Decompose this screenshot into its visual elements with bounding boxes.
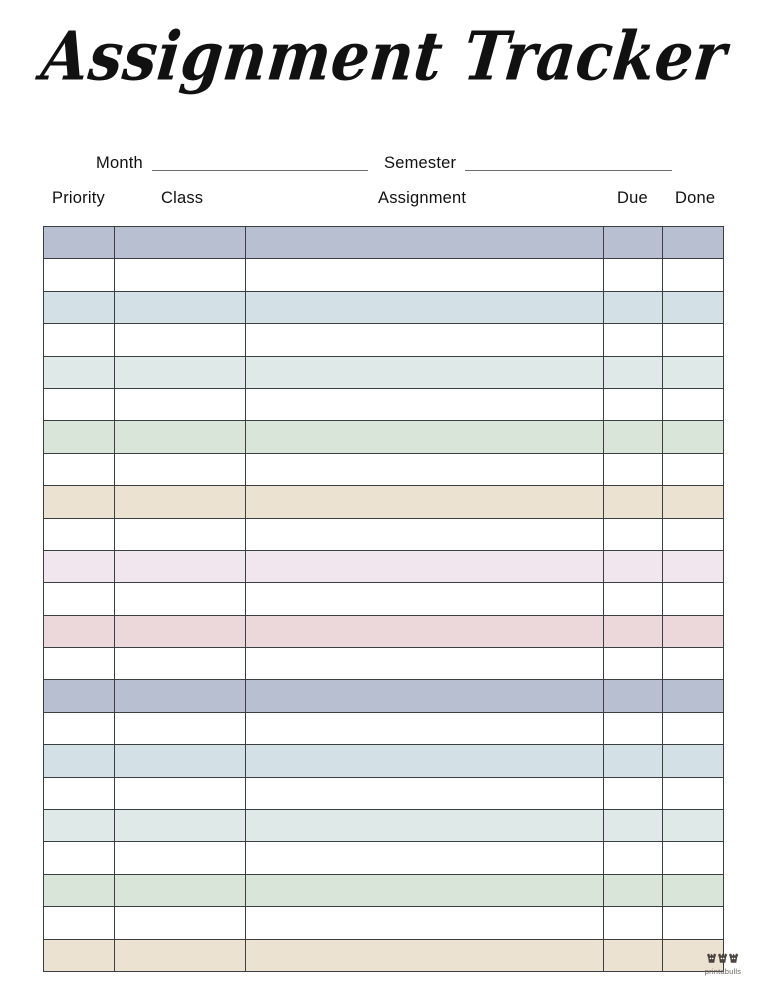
cell-done[interactable]	[663, 421, 724, 453]
cell-assignment[interactable]	[246, 388, 604, 420]
cell-done[interactable]	[663, 550, 724, 582]
month-field-label: Month	[96, 154, 143, 172]
semester-field-group	[384, 148, 672, 174]
table-row	[44, 842, 724, 874]
tracker-table-body	[44, 227, 724, 972]
cell-due[interactable]	[604, 486, 663, 518]
cell-done[interactable]	[663, 583, 724, 615]
cell-assignment[interactable]	[246, 421, 604, 453]
cell-done[interactable]	[663, 453, 724, 485]
cell-priority[interactable]	[44, 939, 115, 971]
cell-class[interactable]	[115, 356, 246, 388]
cell-priority[interactable]	[44, 615, 115, 647]
cell-priority[interactable]	[44, 421, 115, 453]
cell-assignment[interactable]	[246, 486, 604, 518]
cell-done[interactable]	[663, 388, 724, 420]
cell-class[interactable]	[115, 453, 246, 485]
table-row	[44, 421, 724, 453]
table-row	[44, 324, 724, 356]
cell-assignment[interactable]	[246, 615, 604, 647]
cell-assignment[interactable]	[246, 939, 604, 971]
cell-done[interactable]	[663, 648, 724, 680]
cell-due[interactable]	[604, 259, 663, 291]
table-row	[44, 259, 724, 291]
cell-class[interactable]	[115, 615, 246, 647]
column-header-priority: Priority	[52, 189, 105, 207]
cell-class[interactable]	[115, 939, 246, 971]
cell-assignment[interactable]	[246, 453, 604, 485]
cell-due[interactable]	[604, 356, 663, 388]
table-row	[44, 874, 724, 906]
table-row	[44, 583, 724, 615]
cell-done[interactable]	[663, 810, 724, 842]
table-row	[44, 615, 724, 647]
cell-done[interactable]	[663, 486, 724, 518]
cell-done[interactable]	[663, 518, 724, 550]
cell-priority[interactable]	[44, 550, 115, 582]
cell-class[interactable]	[115, 259, 246, 291]
cell-done[interactable]	[663, 745, 724, 777]
cell-done[interactable]	[663, 227, 724, 259]
cell-assignment[interactable]	[246, 745, 604, 777]
column-header-done: Done	[675, 189, 716, 207]
cell-priority[interactable]	[44, 680, 115, 712]
cell-assignment[interactable]	[246, 874, 604, 906]
cell-priority[interactable]	[44, 810, 115, 842]
table-row	[44, 356, 724, 388]
cell-due[interactable]	[604, 810, 663, 842]
header-fields	[96, 148, 672, 174]
cell-assignment[interactable]	[246, 550, 604, 582]
cell-done[interactable]	[663, 907, 724, 939]
cell-class[interactable]	[115, 810, 246, 842]
cell-due[interactable]	[604, 712, 663, 744]
cell-priority[interactable]	[44, 356, 115, 388]
table-row	[44, 388, 724, 420]
cell-due[interactable]	[604, 680, 663, 712]
cell-assignment[interactable]	[246, 712, 604, 744]
cell-due[interactable]	[604, 324, 663, 356]
cell-due[interactable]	[604, 227, 663, 259]
cell-assignment[interactable]	[246, 259, 604, 291]
table-row	[44, 227, 724, 259]
cell-class[interactable]	[115, 388, 246, 420]
cell-due[interactable]	[604, 648, 663, 680]
cell-assignment[interactable]	[246, 810, 604, 842]
cell-due[interactable]	[604, 291, 663, 323]
table-row	[44, 810, 724, 842]
cell-priority[interactable]	[44, 486, 115, 518]
cell-class[interactable]	[115, 842, 246, 874]
cell-priority[interactable]	[44, 518, 115, 550]
cell-class[interactable]	[115, 745, 246, 777]
cell-class[interactable]	[115, 227, 246, 259]
semester-field-label: Semester	[384, 154, 457, 172]
cell-due[interactable]	[604, 583, 663, 615]
cell-priority[interactable]	[44, 583, 115, 615]
cell-due[interactable]	[604, 550, 663, 582]
cell-done[interactable]	[663, 324, 724, 356]
cell-assignment[interactable]	[246, 583, 604, 615]
cell-priority[interactable]	[44, 842, 115, 874]
page-title-container	[0, 17, 768, 97]
cell-priority[interactable]	[44, 874, 115, 906]
cell-priority[interactable]	[44, 259, 115, 291]
cell-due[interactable]	[604, 939, 663, 971]
cell-priority[interactable]	[44, 712, 115, 744]
table-row	[44, 291, 724, 323]
cell-priority[interactable]	[44, 227, 115, 259]
cell-due[interactable]	[604, 874, 663, 906]
table-row	[44, 453, 724, 485]
cell-assignment[interactable]	[246, 842, 604, 874]
cell-done[interactable]	[663, 842, 724, 874]
cell-class[interactable]	[115, 324, 246, 356]
table-row	[44, 648, 724, 680]
cell-priority[interactable]	[44, 388, 115, 420]
month-field-group	[96, 148, 368, 174]
cell-due[interactable]	[604, 907, 663, 939]
cell-priority[interactable]	[44, 777, 115, 809]
table-row	[44, 680, 724, 712]
cell-assignment[interactable]	[246, 518, 604, 550]
table-row	[44, 939, 724, 971]
cell-done[interactable]	[663, 356, 724, 388]
cell-class[interactable]	[115, 550, 246, 582]
cell-class[interactable]	[115, 648, 246, 680]
cell-due[interactable]	[604, 777, 663, 809]
cell-class[interactable]	[115, 291, 246, 323]
cell-due[interactable]	[604, 745, 663, 777]
month-input-line[interactable]	[152, 170, 368, 171]
cell-due[interactable]	[604, 453, 663, 485]
cell-assignment[interactable]	[246, 356, 604, 388]
cell-class[interactable]	[115, 486, 246, 518]
cell-class[interactable]	[115, 907, 246, 939]
cell-due[interactable]	[604, 842, 663, 874]
cell-class[interactable]	[115, 583, 246, 615]
cell-priority[interactable]	[44, 324, 115, 356]
bulls-logo-icon	[692, 953, 754, 966]
cell-assignment[interactable]	[246, 324, 604, 356]
cell-done[interactable]	[663, 777, 724, 809]
cell-done[interactable]	[663, 291, 724, 323]
table-row	[44, 712, 724, 744]
table-column-headers	[43, 189, 723, 213]
table-row	[44, 518, 724, 550]
cell-due[interactable]	[604, 388, 663, 420]
cell-assignment[interactable]	[246, 907, 604, 939]
table-row	[44, 486, 724, 518]
page-title: Assignment Tracker	[37, 17, 731, 97]
cell-done[interactable]	[663, 680, 724, 712]
semester-input-line[interactable]	[465, 170, 672, 171]
brand-logo	[692, 953, 754, 983]
cell-assignment[interactable]	[246, 291, 604, 323]
assignment-tracker-table	[43, 226, 724, 972]
cell-assignment[interactable]	[246, 648, 604, 680]
cell-priority[interactable]	[44, 745, 115, 777]
column-header-due: Due	[617, 189, 648, 207]
cell-priority[interactable]	[44, 648, 115, 680]
brand-name: printabulls	[704, 967, 742, 976]
cell-done[interactable]	[663, 712, 724, 744]
cell-due[interactable]	[604, 421, 663, 453]
cell-assignment[interactable]	[246, 777, 604, 809]
column-header-class: Class	[161, 189, 204, 207]
cell-class[interactable]	[115, 421, 246, 453]
cell-assignment[interactable]	[246, 227, 604, 259]
cell-priority[interactable]	[44, 453, 115, 485]
cell-class[interactable]	[115, 874, 246, 906]
table-row	[44, 777, 724, 809]
cell-done[interactable]	[663, 259, 724, 291]
cell-due[interactable]	[604, 615, 663, 647]
cell-class[interactable]	[115, 777, 246, 809]
column-header-assignment: Assignment	[378, 189, 467, 207]
cell-done[interactable]	[663, 874, 724, 906]
table-row	[44, 550, 724, 582]
cell-class[interactable]	[115, 518, 246, 550]
table-row	[44, 907, 724, 939]
cell-due[interactable]	[604, 518, 663, 550]
cell-priority[interactable]	[44, 907, 115, 939]
cell-class[interactable]	[115, 680, 246, 712]
cell-class[interactable]	[115, 712, 246, 744]
cell-done[interactable]	[663, 615, 724, 647]
table-row	[44, 745, 724, 777]
cell-priority[interactable]	[44, 291, 115, 323]
cell-assignment[interactable]	[246, 680, 604, 712]
